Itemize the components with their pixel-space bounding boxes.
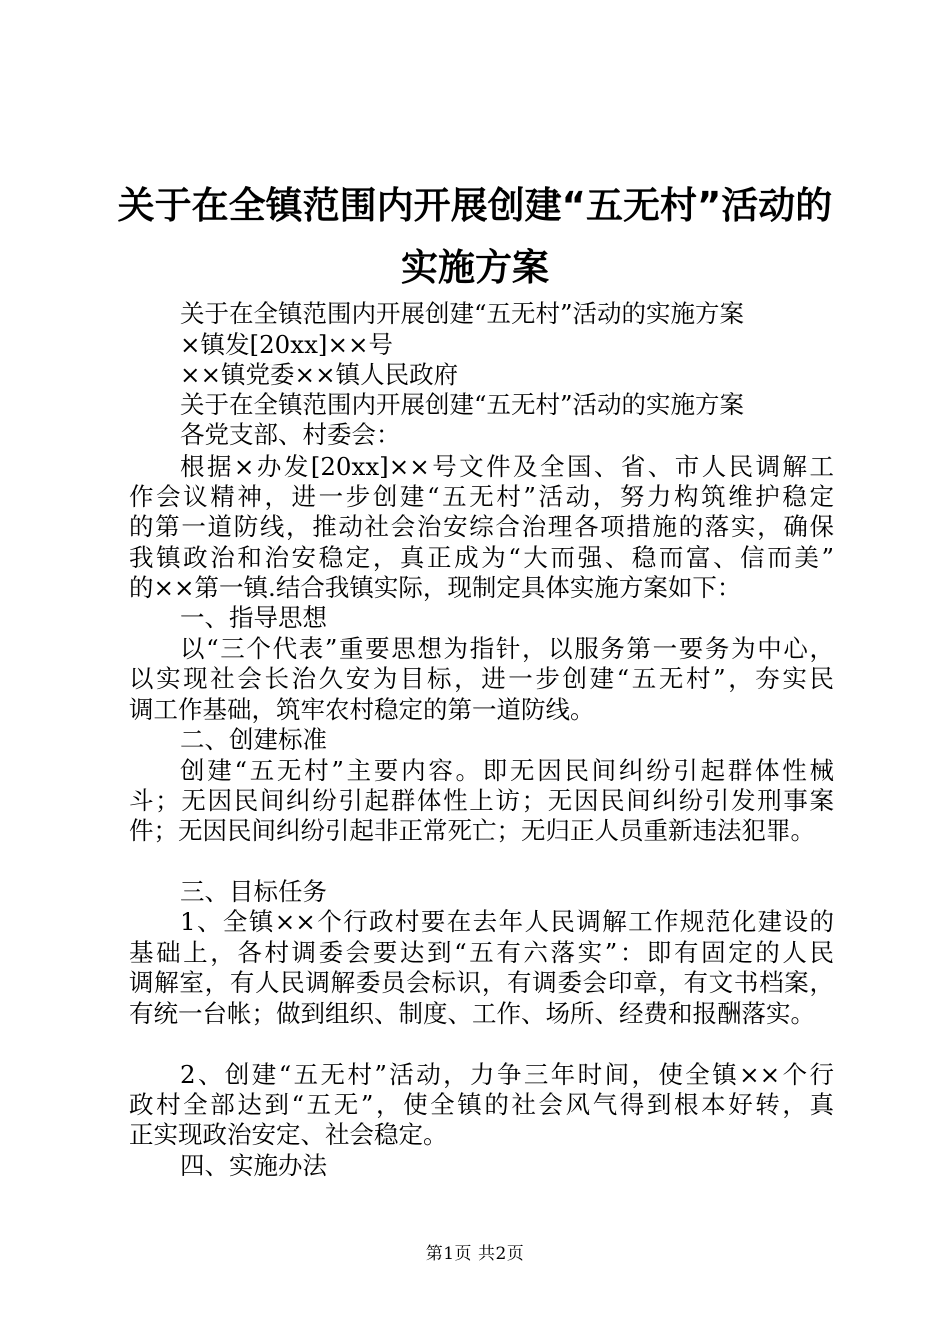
paragraph-line: 件；无因民间纠纷引起非正常死亡；无归正人员重新违法犯罪。: [129, 816, 815, 845]
paragraph-line: 根据×办发[20xx]××号文件及全国、省、市人民调解工: [180, 452, 834, 481]
paragraph-line: 的第一道防线，推动社会治安综合治理各项措施的落实，确保: [129, 512, 834, 541]
paragraph-line: 的××第一镇.结合我镇实际，现制定具体实施方案如下：: [129, 573, 742, 602]
paragraph-line: 调工作基础，筑牢农村稳定的第一道防线。: [129, 695, 595, 724]
paragraph-line: 基础上，各村调委会要达到“五有六落实”：即有固定的人民: [129, 938, 834, 967]
section-heading: 三、目标任务: [180, 877, 327, 906]
paragraph-line: 政村全部达到“五无”，使全镇的社会风气得到根本好转，真: [129, 1090, 834, 1119]
paragraph-line: 2、创建“五无村”活动，力争三年时间，使全镇××个行: [180, 1060, 834, 1089]
paragraph-line: 正实现政治安定、社会稳定。: [129, 1120, 448, 1149]
paragraph-line: 调解室，有人民调解委员会标识，有调委会印章，有文书档案，: [129, 968, 834, 997]
paragraph-line: 以实现社会长治久安为目标，进一步创建“五无村”，夯实民: [129, 664, 834, 693]
subtitle-line: 关于在全镇范围内开展创建“五无村”活动的实施方案: [180, 299, 745, 328]
paragraph-line: 有统一台帐；做到组织、制度、工作、场所、经费和报酬落实。: [129, 999, 815, 1028]
document-title-line1: 关于在全镇范围内开展创建“五无村”活动的: [117, 184, 833, 227]
page-footer: 第1页 共2页: [425, 1244, 525, 1264]
section-heading: 四、实施办法: [180, 1151, 327, 1180]
paragraph-line: 创建“五无村”主要内容。即无因民间纠纷引起群体性械: [180, 756, 834, 785]
section-heading: 二、创建标准: [180, 725, 327, 754]
paragraph-line: 我镇政治和治安稳定，真正成为“大而强、稳而富、信而美”: [129, 543, 834, 572]
paragraph-line: 斗；无因民间纠纷引起群体性上访；无因民间纠纷引发刑事案: [129, 786, 834, 815]
issuer-line: ××镇党委××镇人民政府: [180, 360, 459, 389]
paragraph-line: 作会议精神，进一步创建“五无村”活动，努力构筑维护稳定: [129, 482, 834, 511]
addressee-line: 各党支部、村委会：: [180, 420, 401, 449]
paragraph-line: 1、全镇××个行政村要在去年人民调解工作规范化建设的: [180, 907, 834, 936]
document-title-line2: 实施方案: [401, 246, 549, 289]
paragraph-line: 以“三个代表”重要思想为指针，以服务第一要务为中心，: [180, 634, 834, 663]
doc-number-line: ×镇发[20xx]××号: [180, 330, 394, 359]
plan-title-line: 关于在全镇范围内开展创建“五无村”活动的实施方案: [180, 390, 745, 419]
section-heading: 一、指导思想: [180, 603, 327, 632]
